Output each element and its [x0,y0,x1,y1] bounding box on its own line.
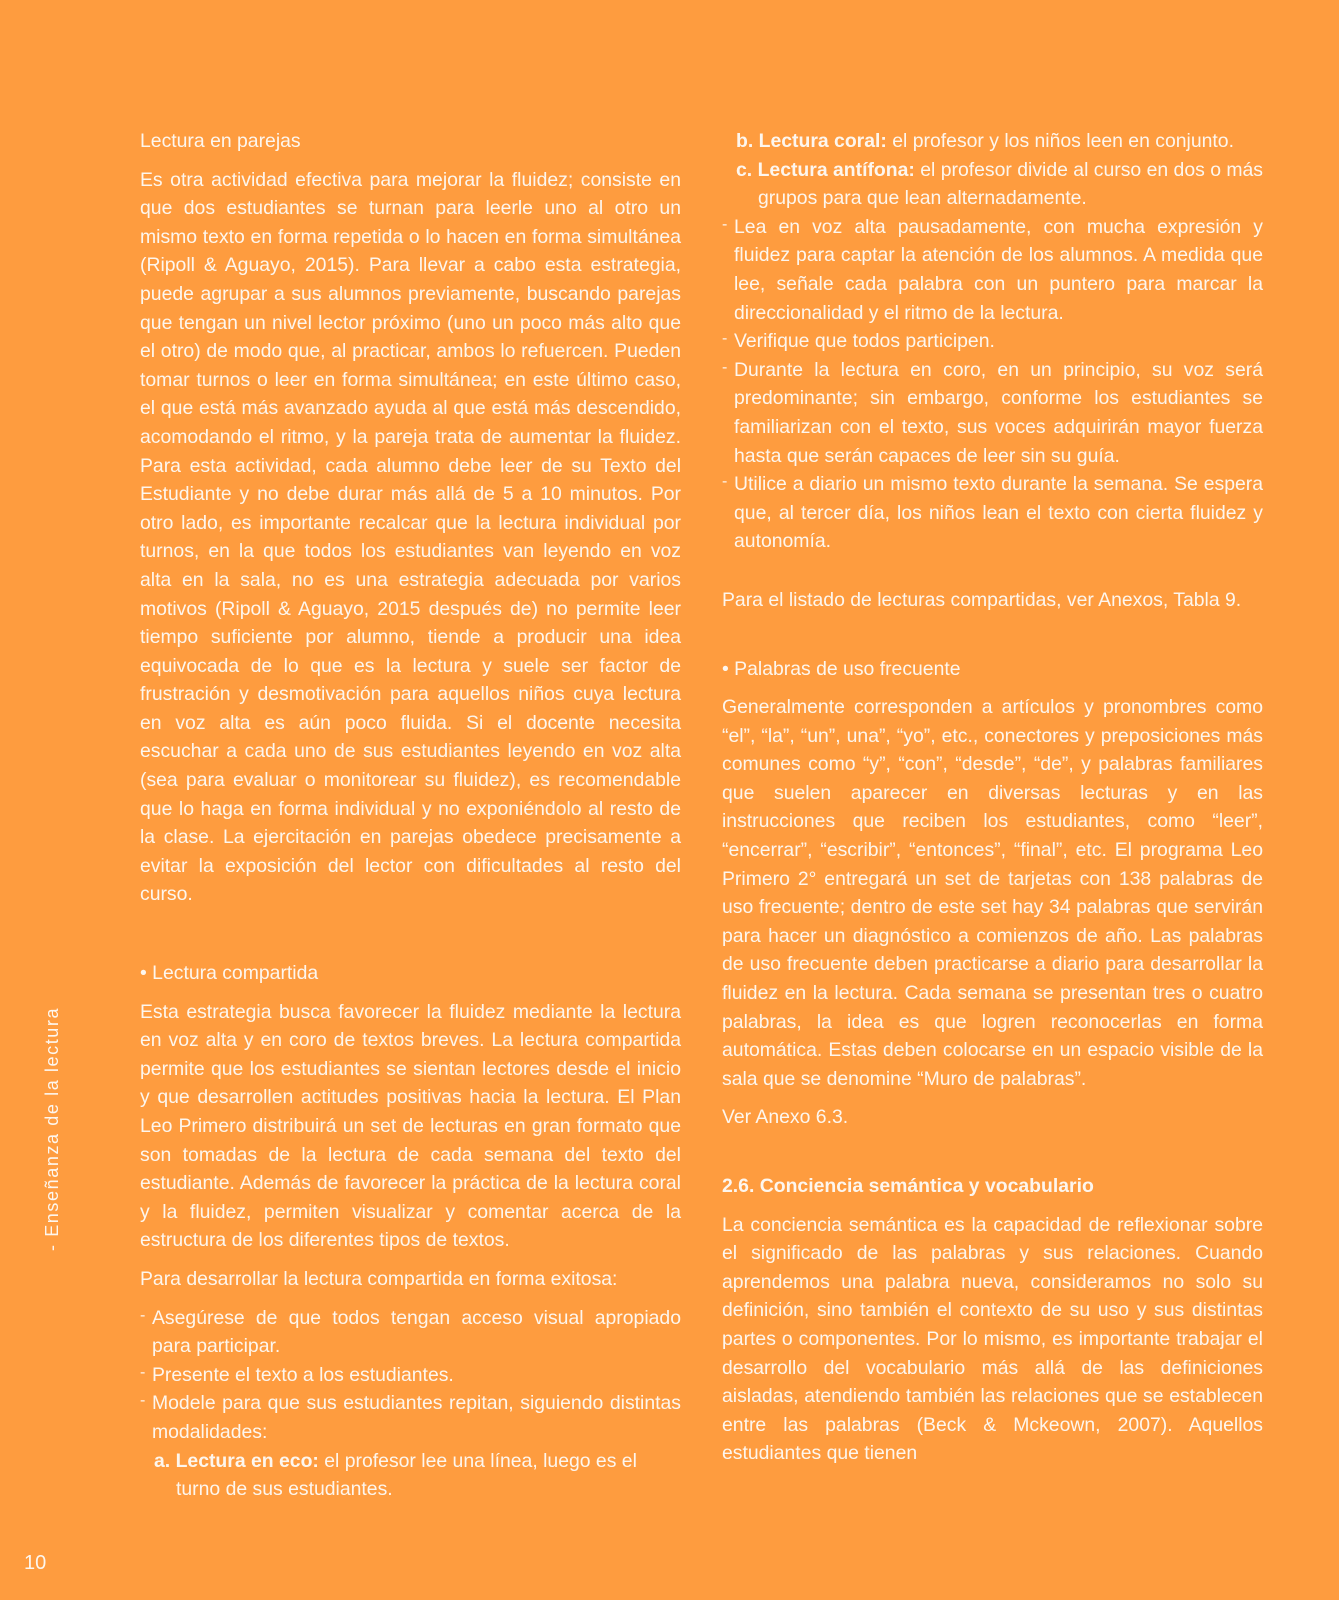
list-note: Para el listado de lecturas compartidas, ver Anexos, Tabla 9. [722,588,1242,611]
step-item: - Modele para que sus estudiantes repitan, siguiendo distintas modalidades: [140,1389,681,1446]
tip-item: - Verifique que todos participen. [722,327,1263,356]
semantic-section-paragraph: La conciencia semántica es la capacidad de reflexionar sobre el significado de las palabras y sus relaciones. Cuando aprendemos una palabra nueva, consideramos no solo su definición, sino también el contexto de su uso y sus distintas partes o componentes. Por lo mismo, es importante trabajar el desarrollo del vocabulario más allá de las definiciones aisladas, atendiendo también las relaciones que se establecen entre las palabras (Beck & Mckeown, 2007). Aquellos estudiantes que tienen [722,1213,1263,1465]
modality-term: Lectura coral: [758,130,887,152]
tip-item: - Utilice a diario un mismo texto durante la semana. Se espera que, al tercer día, los niños lean el texto con cierta fluidez y autonomía. [722,470,1263,556]
modality-text: el profesor y los niños leen en conjunto. [886,130,1234,152]
left-column [140,127,681,1504]
modality-text: el profesor lee una línea, luego es el turno de sus estudiantes. [176,1449,637,1501]
modality-letter: a. [154,1449,171,1472]
pairs-heading: Lectura en parejas [140,130,301,152]
modality-term: Lectura en eco: [175,1449,319,1472]
tips-list [722,213,1263,556]
semantic-section-heading: 2.6. Conciencia semántica y vocabulario [722,1175,1094,1197]
page-number: 10 [24,1552,47,1574]
shared-reading-paragraph: Esta estrategia busca favorecer la fluidez mediante la lectura en voz alta y en coro de textos breves. La lectura compartida permite que los estudiantes se sientan lectores desde el inicio y que desarrollen actitudes positivas hacia la lectura. El Plan Leo Primero distribuirá un set de lecturas en gran formato que son tomadas de la lectura de cada semana del texto del estudiante. Además de favorecer la práctica de la lectura coral y la fluidez, permiten visualizar y comentar acerca de la estructura de los diferentes tipos de textos. [140,1000,681,1252]
modalities-list-cont [722,127,1263,213]
section-side-label: - Enseñanza de la lectura [42,1006,62,1251]
develop-intro: Para desarrollar la lectura compartida en forma exitosa: [140,1267,618,1290]
pairs-paragraph: Es otra actividad efectiva para mejorar la fluidez; consiste en que dos estudiantes se turnan para leerle uno al otro un mismo texto en forma repetida o lo hacen en forma simultánea (Ripoll & Aguayo, 2015). Para llevar a cabo esta estrategia, puede agrupar a sus alumnos previamente, buscando parejas que tengan un nivel lector próximo (uno un poco más alto que el otro) de modo que, al practicar, ambos lo refuercen. Pueden tomar turnos o leer en forma simultánea; en este último caso, el que está más avanzado ayuda al que está más descendido, acomodando el ritmo, y la pareja trata de aumentar la fluidez. Para esta actividad, cada alumno debe leer de su Texto del Estudiante y no debe durar más allá de 5 a 10 minutos. Por otro lado, es importante recalcar que la lectura individual por turnos, en la que todos los estudiantes van leyendo en voz alta en la sala, no es una estrategia adecuada por varios motivos (Ripoll & Aguayo, 2015 después de) no permite leer tiempo suficiente por alumno, tiende a producir una idea equivocada de lo que es la lectura y suele ser factor de frustración y desmotivación para aquellos niños cuya lectura en voz alta es aún poco fluida. Si el docente necesita escuchar a cada uno de sus estudiantes leyendo en voz alta (sea para evaluar o monitorear su fluidez), es recomendable que lo haga en forma individual y no exponiéndolo al resto de la clase. La ejercitación en parejas obedece precisamente a evitar la exposición del lector con dificultades al resto del curso. [140,168,681,906]
frequent-words-paragraph: Generalmente corresponden a artículos y pronombres como “el”, “la”, “un”, una”, “yo”, etc., conectores y preposiciones más comunes como “y”, “con”, “desde”, “de”, y palabras familiares que suelen aparecer en diversas lecturas y en las instrucciones que reciben los estudiantes, como “leer”, “encerrar”, “escribir”, “entonces”, “final”, etc. El programa Leo Primero 2° entregará un set de tarjetas con 138 palabras de uso frecuente; dentro de este set hay 34 palabras que servirán para hacer un diagnóstico a comienzos de año. Las palabras de uso frecuente deben practicarse a diario para desarrollar la fluidez en la lectura. Cada semana se presentan tres o cuatro palabras, la idea es que logren reconocerlas en forma automática. Estas deben colocarse en un espacio visible de la sala que se denomine “Muro de palabras”. [722,696,1263,1090]
steps-list [140,1304,681,1447]
modality-antiphon [734,156,1263,213]
tip-item: - Lea en voz alta pausadamente, con mucha expresión y fluidez para captar la atención de los alumnos. A medida que lee, señale cada palabra con un puntero para marcar la direccionalidad y el ritmo de la lectura. [722,213,1263,327]
modality-echo [152,1447,681,1504]
tip-item: - Durante la lectura en coro, en un principio, su voz será predominante; sin embargo, conforme los estudiantes se familiarizan con el texto, sus voces adquirirán mayor fuerza hasta que serán capaces de leer sin su guía. [722,356,1263,470]
modality-text: el profesor divide al curso en dos o más grupos para que lean alternadamente. [758,158,1263,210]
modality-choral [734,127,1263,156]
step-item: - Asegúrese de que todos tengan acceso visual apropiado para participar. [140,1304,681,1361]
frequent-words-heading: • Palabras de uso frecuente [722,657,961,680]
modality-letter: c. [736,158,753,181]
step-item: - Presente el texto a los estudiantes. [140,1361,681,1390]
modality-letter: b. [736,130,754,152]
right-column [722,127,1263,1478]
shared-reading-heading: • Lectura compartida [140,962,319,985]
annex-reference: Ver Anexo 6.3. [722,1106,849,1129]
modality-term: Lectura antífona: [757,158,915,181]
modalities-list-start [140,1447,681,1504]
